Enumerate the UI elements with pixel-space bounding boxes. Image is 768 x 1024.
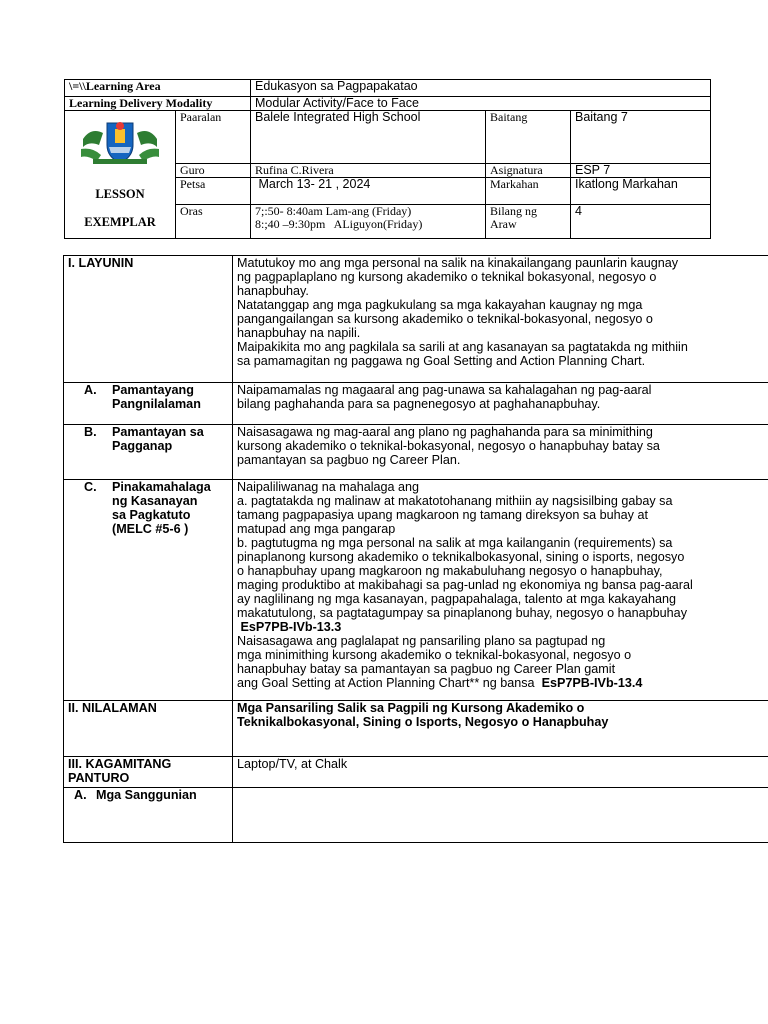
lesson-exemplar-cell	[65, 111, 176, 239]
content-line	[237, 676, 768, 690]
learning-area-value: Edukasyon sa Pagpapakatao	[251, 80, 711, 97]
lesson-table	[63, 255, 768, 843]
label-line: PANTURO	[68, 771, 130, 785]
baitang-label: Baitang	[486, 111, 571, 164]
bilang-label	[486, 205, 571, 239]
melc-code: EsP7PB-IVb-13.4	[541, 676, 643, 690]
content-line: Naipamamalas ng magaaral ang pag-unawa sa kahalagahan ng pag-aaral	[237, 383, 652, 397]
content-line: makatutulong, sa pagtatagumpay sa pinaplanong buhay, negosyo o hanapbuhay	[237, 606, 687, 620]
oras-line-1: 7;:50- 8:40am Lam-ang (Friday)	[255, 204, 412, 218]
asignatura-value: ESP 7	[571, 164, 711, 178]
content-line: Naipaliliwanag na mahalaga ang	[237, 480, 420, 494]
pamantayan-sa-pagganap-label	[64, 425, 233, 480]
content-line: Mga Pansariling Salik sa Pagpili ng Kursong Akademiko o	[237, 701, 585, 715]
kagamitang-content: Laptop/TV, at Chalk	[233, 757, 768, 788]
nilalaman-label: II. NILALAMAN	[64, 701, 233, 757]
pinakamahalaga-label	[64, 480, 233, 701]
content-line: b. pagtutugma ng mga personal na salik at mga kailanganin (requirements) sa	[237, 536, 673, 550]
markahan-label: Markahan	[486, 178, 571, 205]
layunin-line: Natatanggap ang mga pagkukulang sa mga kakayahan kaugnay ng mga	[237, 298, 643, 312]
bilang-value: 4	[571, 205, 711, 239]
label-line: III. KAGAMITANG	[68, 757, 172, 771]
pamantayan-sa-pagganap-content	[233, 425, 768, 480]
nilalaman-content	[233, 701, 768, 757]
content-line: pinaplanong kursong akademiko o teknikalbokasyonal, sining o isports, negosyo	[237, 550, 685, 564]
layunin-line: Matutukoy mo ang mga personal na salik na kinakailangang paunlarin kaugnay	[237, 256, 679, 270]
content-line: a. pagtatakda ng malinaw at makatotohanang mithiin ay nagsisilbing gabay sa	[237, 494, 673, 508]
paaralan-value: Balele Integrated High School	[251, 111, 486, 164]
layunin-line: pangangailangan sa kursong akademiko o teknikal-bokasyonal, negosyo o	[237, 312, 653, 326]
letter-a: A.	[74, 788, 87, 802]
content-line: Naisasagawa ng mag-aaral ang plano ng paghahanda para sa minimithing	[237, 425, 653, 439]
content-line: kursong akademiko o teknikal-bokasyonal, negosyo o hanapbuhay batay sa	[237, 439, 660, 453]
oras-value	[251, 205, 486, 239]
content-line: Naisasagawa ang paglalapat ng pansariling plano sa pagtupad ng	[237, 634, 606, 648]
layunin-line: ng pagpaplaplano ng kursong akademiko o teknikal bokasyonal, negosyo o	[237, 270, 657, 284]
layunin-content	[233, 256, 768, 383]
asignatura-label: Asignatura	[486, 164, 571, 178]
guro-value: Rufina C.Rivera	[251, 164, 486, 178]
sanggunian-label	[64, 788, 233, 843]
letter-a: A.	[84, 383, 97, 397]
content-line: o hanapbuhay upang magkaroon ng makabuluhang negosyo o hanapbuhay,	[237, 564, 663, 578]
content-line: Teknikalbokasyonal, Sining o Isports, Negosyo o Hanapbuhay	[237, 715, 609, 729]
label-line: sa Pagkatuto	[112, 508, 191, 522]
bilang-label-line-1: Bilang ng	[490, 204, 537, 218]
pinakamahalaga-content	[233, 480, 768, 701]
label-line: Pinakamahalaga	[112, 480, 211, 494]
label-line: (MELC #5-6 )	[112, 522, 189, 536]
content-line: matupad ang mga pangarap	[237, 522, 396, 536]
markahan-value: Ikatlong Markahan	[571, 178, 711, 205]
bilang-label-line-2: Araw	[490, 217, 517, 231]
label-line: ng Kasanayan	[112, 494, 198, 508]
baitang-value: Baitang 7	[571, 111, 711, 164]
exemplar-label: EXEMPLAR	[84, 215, 156, 229]
content-line: maging produktibo at makibahagi sa pag-unlad ng ekonomiya ng bansa pag-aaral	[237, 578, 693, 592]
label-line: Pangnilalaman	[112, 397, 201, 411]
kagamitang-label	[64, 757, 233, 788]
paaralan-label: Paaralan	[176, 111, 251, 164]
sanggunian-content	[233, 788, 768, 843]
content-line: mga minimithing kursong akademiko o teknikal-bokasyonal, negosyo o	[237, 648, 632, 662]
content-line: pamantayan sa pagbuo ng Career Plan.	[237, 453, 461, 467]
letter-c: C.	[84, 480, 97, 494]
label-text: Mga Sanggunian	[96, 788, 197, 802]
lesson-label: LESSON	[95, 187, 145, 201]
letter-b: B.	[84, 425, 97, 439]
layunin-line: sa pamamagitan ng paggawa ng Goal Setting and Action Planning Chart.	[237, 354, 646, 368]
label-line: Pagganap	[112, 439, 173, 453]
header-table	[64, 79, 711, 239]
guro-label: Guro	[176, 164, 251, 178]
layunin-line: hanapbuhay na napili.	[237, 326, 361, 340]
modality-value: Modular Activity/Face to Face	[251, 97, 711, 111]
content-text: ang Goal Setting at Action Planning Chart** ng bansa	[237, 676, 542, 690]
content-line: hanapbuhay batay sa pamantayan sa pagbuo ng Career Plan gamit	[237, 662, 616, 676]
oras-line-2: 8:;40 –9:30pm ALiguyon(Friday)	[255, 217, 423, 231]
oras-label: Oras	[176, 205, 251, 239]
layunin-line: hanapbuhay.	[237, 284, 309, 298]
content-line: tamang pagpapasiya upang magkaroon ng tamang direksyon sa buhay at	[237, 508, 648, 522]
pamantayang-pangnilalaman-content	[233, 383, 768, 425]
layunin-label: I. LAYUNIN	[64, 256, 233, 383]
learning-area-label: \=\\Learning Area	[65, 80, 251, 97]
layunin-line: Maipakikita mo ang pagkilala sa sarili at ang kasanayan sa pagtatakda ng mithiin	[237, 340, 688, 354]
petsa-value: March 13- 21 , 2024	[251, 178, 486, 205]
label-line: Pamantayang	[112, 383, 194, 397]
petsa-label: Petsa	[176, 178, 251, 205]
label-line: Pamantayan sa	[112, 425, 204, 439]
melc-code: EsP7PB-IVb-13.3	[237, 620, 342, 634]
school-logo-icon	[79, 117, 161, 167]
modality-label: Learning Delivery Modality	[65, 97, 251, 111]
pamantayang-pangnilalaman-label	[64, 383, 233, 425]
content-line: ay naglilinang ng mga kasanayan, pagpapahalaga, talento at mga kakayahang	[237, 592, 677, 606]
content-line: bilang paghahanda para sa pagnenegosyo at paghahanapbuhay.	[237, 397, 601, 411]
